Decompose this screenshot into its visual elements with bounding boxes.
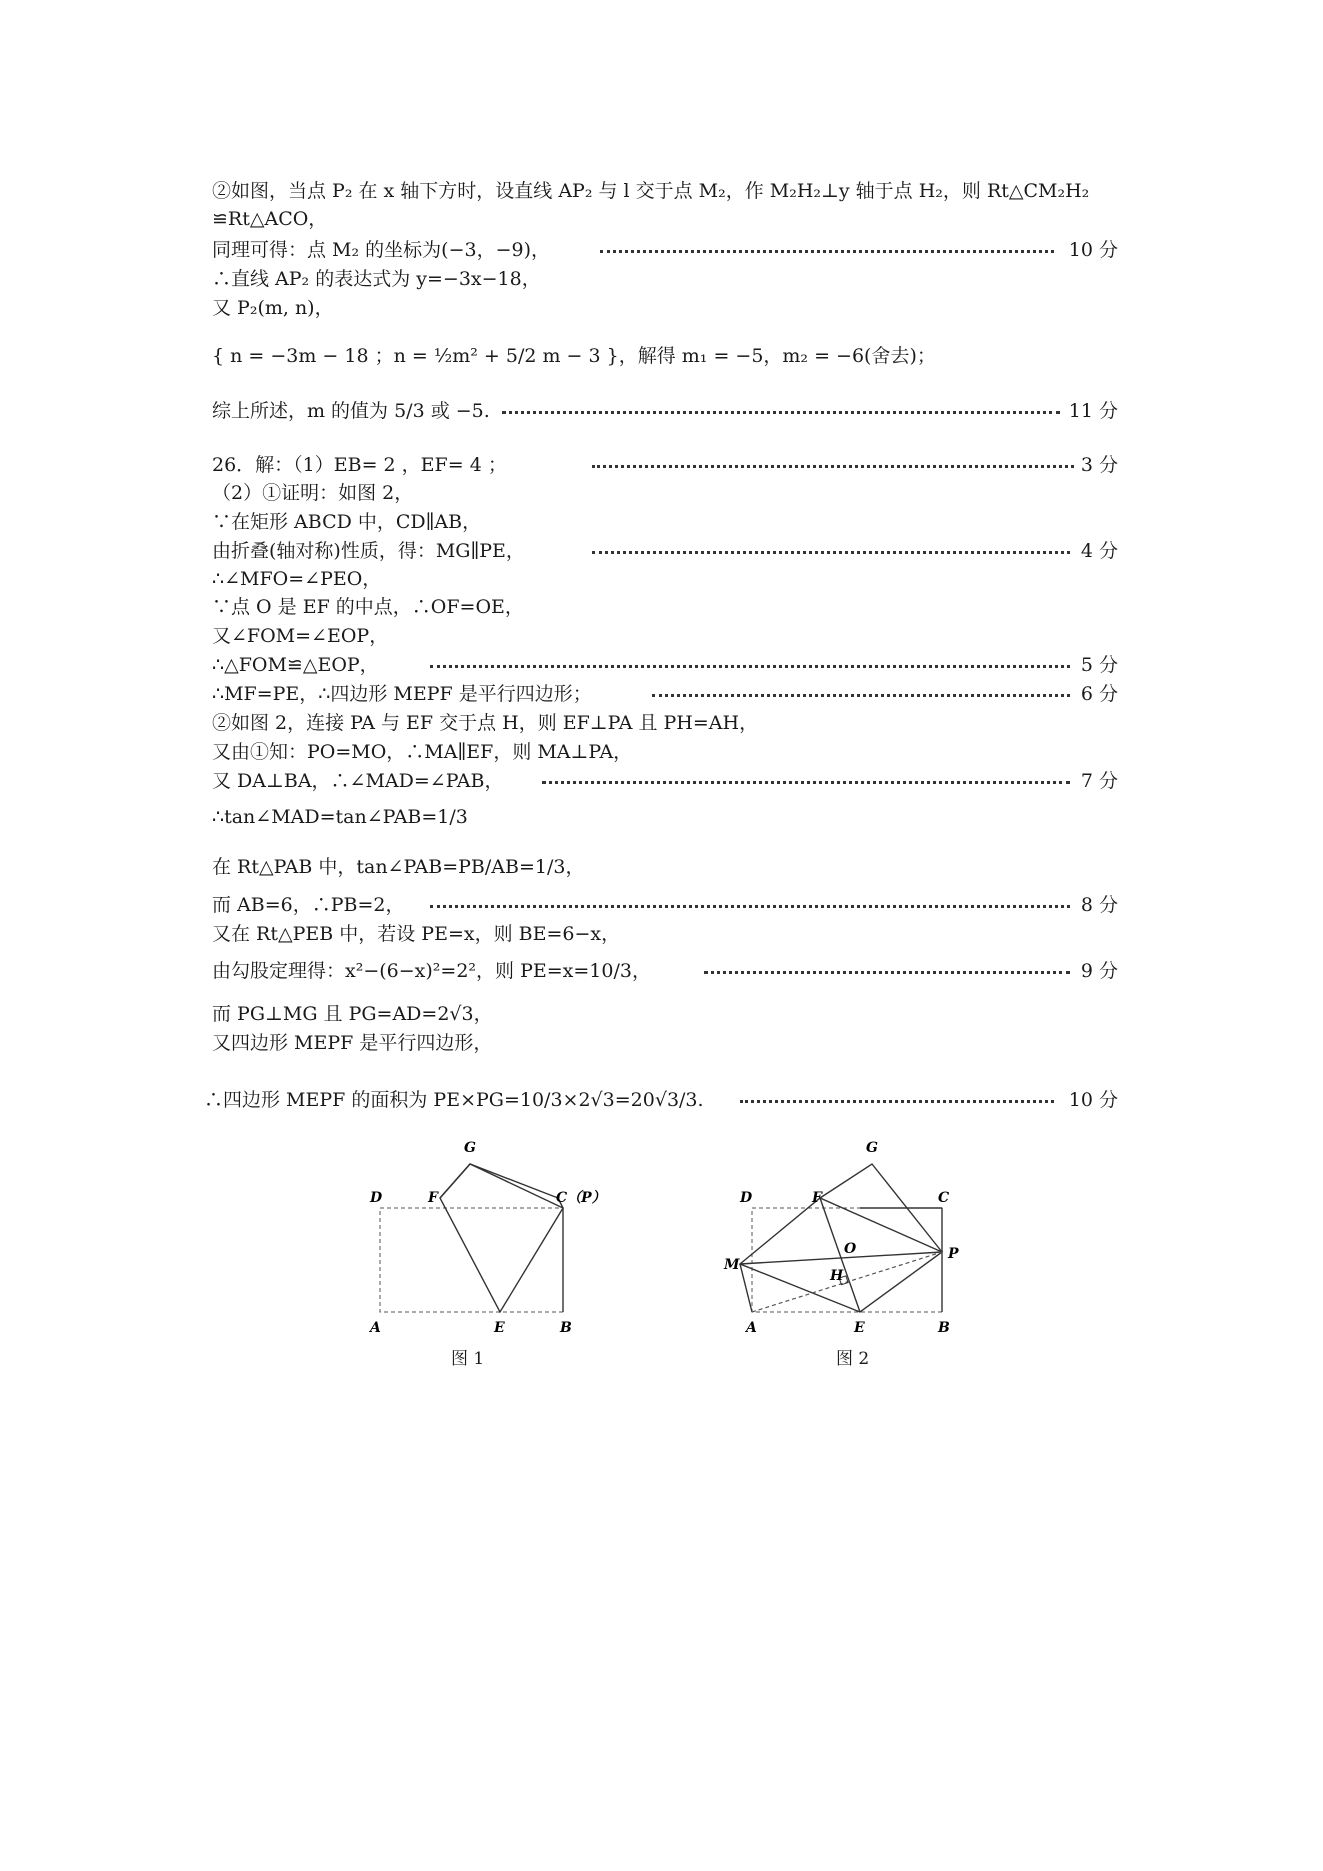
- text-line-14: 又∠FOM=∠EOP，: [212, 625, 389, 647]
- score-leader: [704, 971, 1070, 974]
- label-h: H: [830, 1268, 844, 1284]
- rectangle-abcd-dashed: [380, 1208, 563, 1312]
- score-mark: 8 分: [1077, 890, 1118, 920]
- figure-1: [360, 1130, 620, 1340]
- text-line-27: ∴四边形 MEPF 的面积为 PE×PG=10/3×2√3=20√3/3. 10 分: [204, 1085, 1118, 1115]
- score-leader: [502, 411, 1060, 414]
- label-o: O: [844, 1241, 857, 1257]
- text-line-16: ∴MF=PE，∴四边形 MEPF 是平行四边形； 6 分: [212, 679, 1118, 709]
- parallelogram-mepf: [740, 1198, 942, 1312]
- text-line-10: ∵在矩形 ABCD 中，CD∥AB，: [212, 511, 482, 533]
- score-leader: [430, 665, 1070, 668]
- label-e: E: [854, 1320, 865, 1336]
- text-line-13: ∵点 O 是 EF 的中点，∴OF=OE，: [212, 596, 524, 618]
- score-mark: 5 分: [1077, 650, 1118, 680]
- quadrilateral-gfec: [440, 1164, 563, 1312]
- segment-mp: [740, 1252, 942, 1264]
- score-leader: [592, 551, 1070, 554]
- text-line-1: ②如图，当点 P₂ 在 x 轴下方时，设直线 AP₂ 与 l 交于点 M₂，作 M₂H₂⊥y 轴于点 H₂，则 Rt△CM₂H₂: [212, 180, 1090, 202]
- score-mark: 7 分: [1077, 766, 1118, 796]
- text-line-21: 在 Rt△PAB 中，tan∠PAB=PB/AB=1/3，: [212, 856, 585, 878]
- text-line-25: 而 PG⊥MG 且 PG=AD=2√3，: [212, 1003, 493, 1025]
- label-g: G: [464, 1140, 476, 1156]
- label-d: D: [370, 1190, 383, 1206]
- text-line-4: ∴直线 AP₂ 的表达式为 y=−3x−18，: [212, 268, 541, 290]
- text-line-8: 26．解：（1）EB= 2 ，EF= 4 ； 3 分: [212, 450, 1118, 480]
- text-line-15: ∴△FOM≌△EOP， 5 分: [212, 650, 1118, 680]
- text-line-12: ∴∠MFO=∠PEO，: [212, 568, 382, 590]
- label-g: G: [866, 1140, 878, 1156]
- segment-ma: [740, 1264, 752, 1312]
- text-line-3: 同理可得：点 M₂ 的坐标为(−3，−9)， 10 分: [212, 235, 1118, 265]
- text-line-9: （2）①证明：如图 2，: [212, 482, 414, 504]
- score-mark: 9 分: [1077, 956, 1118, 986]
- text-line-23: 又在 Rt△PEB 中，若设 PE=x，则 BE=6−x，: [212, 923, 621, 945]
- text-line-22: 而 AB=6，∴PB=2， 8 分: [212, 890, 1118, 920]
- label-f: F: [428, 1190, 438, 1206]
- label-c-p: C（P）: [556, 1190, 606, 1206]
- figure-1-caption: 图 1: [451, 1349, 485, 1369]
- score-mark: 3 分: [1077, 450, 1118, 480]
- label-c: C: [938, 1190, 950, 1206]
- score-leader: [600, 250, 1054, 253]
- score-leader: [592, 465, 1074, 468]
- figure-2: [720, 1130, 980, 1340]
- folded-edges: [440, 1164, 558, 1198]
- text-line-24: 由勾股定理得：x²−(6−x)²=2²，则 PE=x=10/3， 9 分: [212, 956, 1118, 986]
- label-e: E: [494, 1320, 505, 1336]
- score-leader: [430, 905, 1070, 908]
- score-mark: 10 分: [1065, 1085, 1118, 1115]
- score-mark: 6 分: [1077, 679, 1118, 709]
- label-p: P: [948, 1246, 959, 1262]
- label-b: B: [938, 1320, 950, 1336]
- text-line-19: 又 DA⊥BA，∴∠MAD=∠PAB， 7 分: [212, 766, 1118, 796]
- text-line-18: 又由①知：PO=MO，∴MA∥EF，则 MA⊥PA，: [212, 741, 633, 763]
- label-d: D: [740, 1190, 753, 1206]
- score-mark: 10 分: [1065, 235, 1118, 265]
- text-line-5: 又 P₂(m, n)，: [212, 297, 334, 319]
- score-mark: 11 分: [1065, 396, 1118, 426]
- label-b: B: [560, 1320, 572, 1336]
- text-line-7: 综上所述，m 的值为 5/3 或 −5. 11 分: [212, 396, 1118, 426]
- label-m: M: [724, 1257, 740, 1273]
- score-mark: 4 分: [1077, 536, 1118, 566]
- label-a: A: [370, 1320, 381, 1336]
- score-leader: [652, 694, 1070, 697]
- text-line-26: 又四边形 MEPF 是平行四边形，: [212, 1032, 493, 1054]
- rectangle-abcd-dashed: [752, 1208, 942, 1312]
- score-leader: [740, 1100, 1054, 1103]
- text-line-11: 由折叠(轴对称)性质，得：MG∥PE， 4 分: [212, 536, 1118, 566]
- label-f: F: [812, 1190, 822, 1206]
- text-line-2: ≌Rt△ACO，: [212, 208, 328, 230]
- label-a: A: [746, 1320, 757, 1336]
- text-line-system: { n = −3m − 18 ；n = ½m² + 5/2 m − 3 }，解得 m₁ = −5，m₂ = −6(舍去)；: [212, 345, 936, 367]
- text-line-17: ②如图 2，连接 PA 与 EF 交于点 H，则 EF⊥PA 且 PH=AH，: [212, 712, 759, 734]
- score-leader: [542, 781, 1070, 784]
- figure-2-caption: 图 2: [836, 1349, 870, 1369]
- text-line-20: ∴tan∠MAD=tan∠PAB=1/3: [212, 806, 468, 828]
